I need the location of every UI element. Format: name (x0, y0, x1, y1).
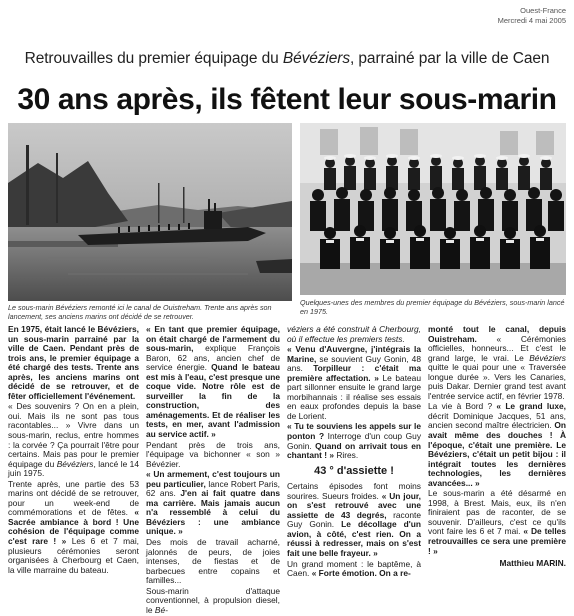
body-text: « Cérémonies officielles, honneurs... Et c'est le grand large, le vrai. Le (428, 333, 566, 363)
body-text: Vivre dans un sous-marin, reclus, entre hommes : la corvée ? Ça pourrait l'être pour certains. Mais pas pour le premier équipage du (8, 420, 139, 469)
kicker-text: Retrouvailles du premier équipage du (24, 50, 283, 67)
paragraph: Pendant près de trois ans, l'équipage va bichonner « son » Bévézier. (146, 439, 280, 469)
page-meta (498, 6, 566, 26)
body-text: La vie à Bord ? (428, 401, 497, 412)
paragraph (8, 402, 139, 478)
paragraph (146, 587, 280, 616)
ship-name: Bé- (154, 604, 168, 615)
quote-text: « Forte émotion. On a re- (311, 568, 411, 579)
paragraph: Des mois de travail acharné, jalonnés de peurs, de joies intenses, de fiestas et de barbecues entre copains et familles... (146, 537, 280, 586)
body-text: quitte le quai pour une « Traversée longue durée ». Vers les Canaries, puis Dakar. Dernier grand test avant l'entrée service actif, en février 1978. (428, 362, 566, 401)
body-text: Rires. (334, 450, 359, 461)
paragraph (287, 482, 421, 558)
paragraph (428, 489, 566, 556)
paragraph (146, 325, 280, 440)
body-text: Le sous-marin a été désarmé en 1998, à Brest. Mais, eux, ils n'en finiraient pas de raconter, de se souvenir. D'ailleurs, c'est ce qu'ils vont faire les 6 et 7 mai. (428, 488, 566, 537)
caption-text: Quelques-unes des membres du premier équipage du (300, 298, 475, 307)
body-text: Certains épisodes font moins sourires. Sueurs froides. (287, 481, 421, 501)
quote-text: « Un armement, c'est toujours un peu particulier, (146, 469, 280, 489)
quote-text: Le décollage d'un avion, à côté, c'est rien. On a réussi à redresser, mais on s'est fait une belle frayeur. » (287, 519, 421, 559)
quote-text: monté tout le canal, depuis Ouistreham. (428, 324, 566, 344)
body-text: décrit Dominique Jacques, 51 ans, ancien second maître électricien. (428, 410, 566, 431)
quote-text: « Venu d'Auvergne, j'intégrais la Marine, (287, 344, 421, 364)
body-text: Les 6 et 7 mai, plusieurs cérémonies seront organisées à Cherbourg et Caen, la ville marraine du bateau. (8, 536, 140, 575)
quote-text: J'en ai fait quatre dans ma carrière. Mais jamais aucun n'a ressemblé à celui du Bévéziers : une ambiance unique. » (146, 488, 280, 537)
quote-text: « Des souvenirs ? On en a plein, oui. Mais ils ne sont pas tous racontables... » (8, 401, 139, 431)
body-text: , lancé le 14 juin 1975. (8, 458, 139, 479)
caption-text: Le sous-marin (8, 303, 56, 312)
body-text: Trente après, une partie des 53 marins ont décidé de se retrouver, pour un week-end de commémorations et de fêtes. (8, 478, 139, 518)
paragraph (428, 325, 566, 401)
quote-text: Torpilleur : c'était ma première affectation. » (287, 363, 421, 383)
paragraph (287, 325, 421, 344)
paragraph (287, 560, 421, 579)
body-text: Interroge d'un coup Guy Gonin. (287, 431, 422, 451)
article-lead: En 1975, était lancé le Bévéziers, un sous-marin parrainé par la ville de Caen. Pendant près de trois ans, le premier équipage a été chargé des tests. Trente ans après, les anciens marins ont décidé de se retrouver, et de fêter officiellement l'événement. (8, 324, 139, 401)
quote-text: « Tu te souviens les appels sur le ponton ? (287, 421, 421, 442)
newspaper-name: Ouest-France (520, 6, 566, 15)
body-text: lance Robert Paris, 62 ans. (146, 478, 280, 499)
paragraph (287, 422, 421, 460)
paragraph (8, 480, 139, 575)
article-column-3 (287, 325, 421, 580)
body-text: raconte Guy Gonin. (287, 509, 421, 530)
submarine-photo-caption (8, 303, 292, 321)
quote-text: « Le grand luxe, (496, 401, 566, 412)
crew-group-photo (300, 123, 566, 295)
quote-text: « De telles retrouvailles ce sera une première ! » (428, 526, 566, 556)
caption-ship: Bévéziers (474, 298, 506, 307)
caption-text-end: , sous-marin lancé en 1975. (300, 298, 565, 316)
quote-text: On avait même des douches ! À l'époque, c'était une première. Le Bévéziers, c'était un petit bijou : il intégrait toutes les dernières technologies, les dernières avancées... » (428, 420, 566, 488)
author-byline: Matthieu MARIN. (499, 558, 566, 569)
ship-name: Bévéziers (529, 352, 566, 363)
article-column-4 (428, 325, 566, 569)
caption-text-end: remonté ici le canal de Ouistreham. Trente ans après son lancement, ses anciens marins ont décidé de se retrouver. (8, 303, 272, 321)
ship-name: Bévéziers (56, 458, 94, 469)
article-column-1 (8, 325, 139, 576)
paragraph (287, 345, 421, 421)
caption-ship: Bévéziers (55, 303, 88, 312)
quote-text: « Un jour, on s'est retrouvé avec une assiette de 43 degrés, (287, 490, 421, 520)
body-text: explique François Baron, 62 ans, ancien chef de service énergie. (146, 343, 280, 373)
quote-text: Quand on arrivait tous en chantant ! » (287, 440, 421, 461)
body-text: Le bateau part sillonner ensuite le grand large morbihannais : il réalise ses essais en eaux profondes depuis la base de Lorient. (287, 372, 421, 421)
submarine-photo (8, 123, 292, 301)
paragraph (428, 402, 566, 488)
body-text: Sous-marin d'attaque conventionnel, à propulsion diesel, le (146, 585, 280, 615)
article-column-2 (146, 325, 280, 616)
quote-text: « Sacrée ambiance à bord ! Une cohésion de l'équipage comme c'est rare ! » (8, 507, 139, 547)
quote-text: Quand le bateau est mis à l'eau, c'est presque une coque vide. Notre rôle est de surveiller la fin de la construction, des aménagements. Et de réaliser les tests, en mer, avant l'admission au service actif. » (146, 362, 281, 440)
quote-text: « En tant que premier équipage, on était chargé de l'armement du sous-marin, (146, 324, 280, 354)
kicker-ship-name: Bévéziers (282, 50, 350, 67)
article-headline: 30 ans après, ils fêtent leur sous-marin (17, 83, 557, 116)
body-text: Un grand moment : le baptême, à Caen. (287, 558, 421, 579)
publication-date: Mercredi 4 mai 2005 (497, 16, 566, 25)
section-subheading: 43 ° d'assiette ! (314, 464, 394, 477)
body-text: se souvient Guy Gonin, 48 ans. (287, 353, 421, 374)
paragraph (146, 470, 280, 537)
article-kicker (0, 50, 574, 68)
crew-photo-caption (300, 298, 566, 316)
body-text: véziers a été construit à Cherbourg, où il effectue les premiers tests. (287, 324, 421, 344)
kicker-text-end: , parrainé par la ville de Caen (350, 50, 550, 67)
